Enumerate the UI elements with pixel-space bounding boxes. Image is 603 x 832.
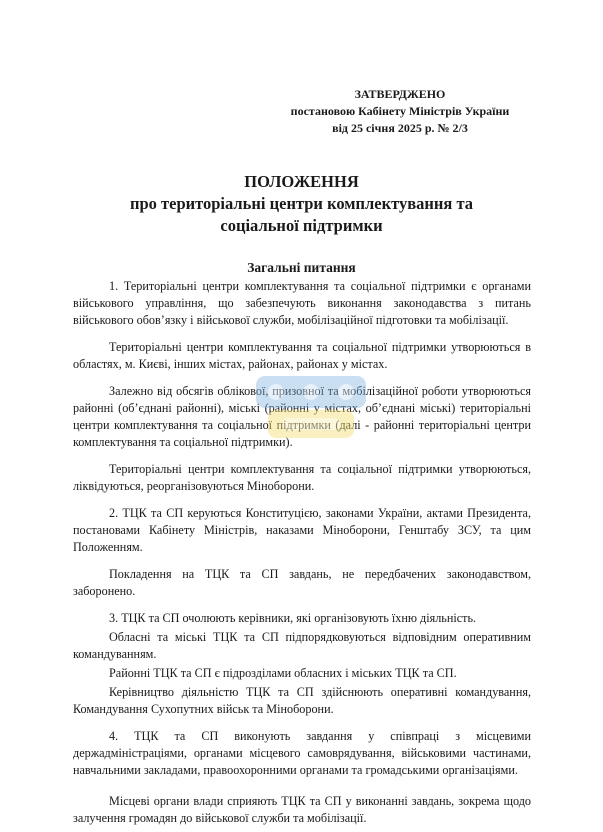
paragraph: Місцеві органи влади сприяють ТЦК та СП у виконанні завдань, зокрема щодо залучення громадян до військової служби та мобілізації. (73, 794, 531, 825)
approval-date: від 25 січня 2025 р. № 2/3 (332, 121, 468, 135)
paragraph: 1. Територіальні центри комплектування та соціальної підтримки є органами військового управління, що забезпечують виконання законодавства з питань військового обов’язку і військової служби, мобілізаційної підготовки та мобілізації. (73, 279, 531, 327)
document-title (0, 171, 603, 237)
document-title-line-2: про територіальні центри комплектування та (129, 194, 474, 213)
approval-authority: постановою Кабінету Міністрів України (290, 104, 510, 118)
paragraph: 2. ТЦК та СП керуються Конституцією, законами України, актами Президента, постановами Кабінету Міністрів, наказами Міноборони, Генштабу ЗСУ, та цим Положенням. (73, 506, 531, 554)
paragraph: Покладення на ТЦК та СП завдань, не передбачених законодавством, заборонено. (73, 567, 531, 598)
paragraph: Обласні та міські ТЦК та СП підпорядковуються відповідним оперативним командуванням. (73, 630, 531, 661)
paragraph: 4. ТЦК та СП виконують завдання у співпраці з місцевими держадміністраціями, органами місцевого самоврядування, військовими частинами, навчальними закладами, правоохоронними органами та громадськими організаціями. (73, 729, 531, 777)
paragraph: Районні ТЦК та СП є підрозділами обласних і міських ТЦК та СП. (109, 666, 457, 680)
document-body (73, 278, 531, 827)
document-title-line-3: соціальної підтримки (220, 216, 383, 235)
paragraph: Залежно від обсягів облікової, призовної та мобілізаційної роботи утворюються районні (об’єднані районні), міські (районні у містах, об’єднані міські) територіальні центри комплектування та соціальної підтримки (далі - районні територіальні центри комплектування та соціальної підтримки). (73, 384, 531, 449)
approval-label: ЗАТВЕРДЖЕНО (354, 87, 446, 101)
paragraph: Територіальні центри комплектування та соціальної підтримки утворюються, ліквідуються, реорганізовуються Міноборони. (73, 462, 531, 493)
approval-stamp (250, 86, 550, 137)
paragraph: 3. ТЦК та СП очолюють керівники, які організовують їхню діяльність. (109, 611, 477, 625)
document-title-line-1: ПОЛОЖЕННЯ (244, 172, 359, 191)
section-heading: Загальні питання (247, 260, 356, 275)
paragraph: Керівництво діяльністю ТЦК та СП здійснюють оперативні командування, Командування Сухопутних військ та Міноборони. (73, 685, 531, 716)
paragraph: Територіальні центри комплектування та соціальної підтримки утворюються в областях, м. Києві, інших містах, районах, районах у містах. (73, 340, 531, 371)
